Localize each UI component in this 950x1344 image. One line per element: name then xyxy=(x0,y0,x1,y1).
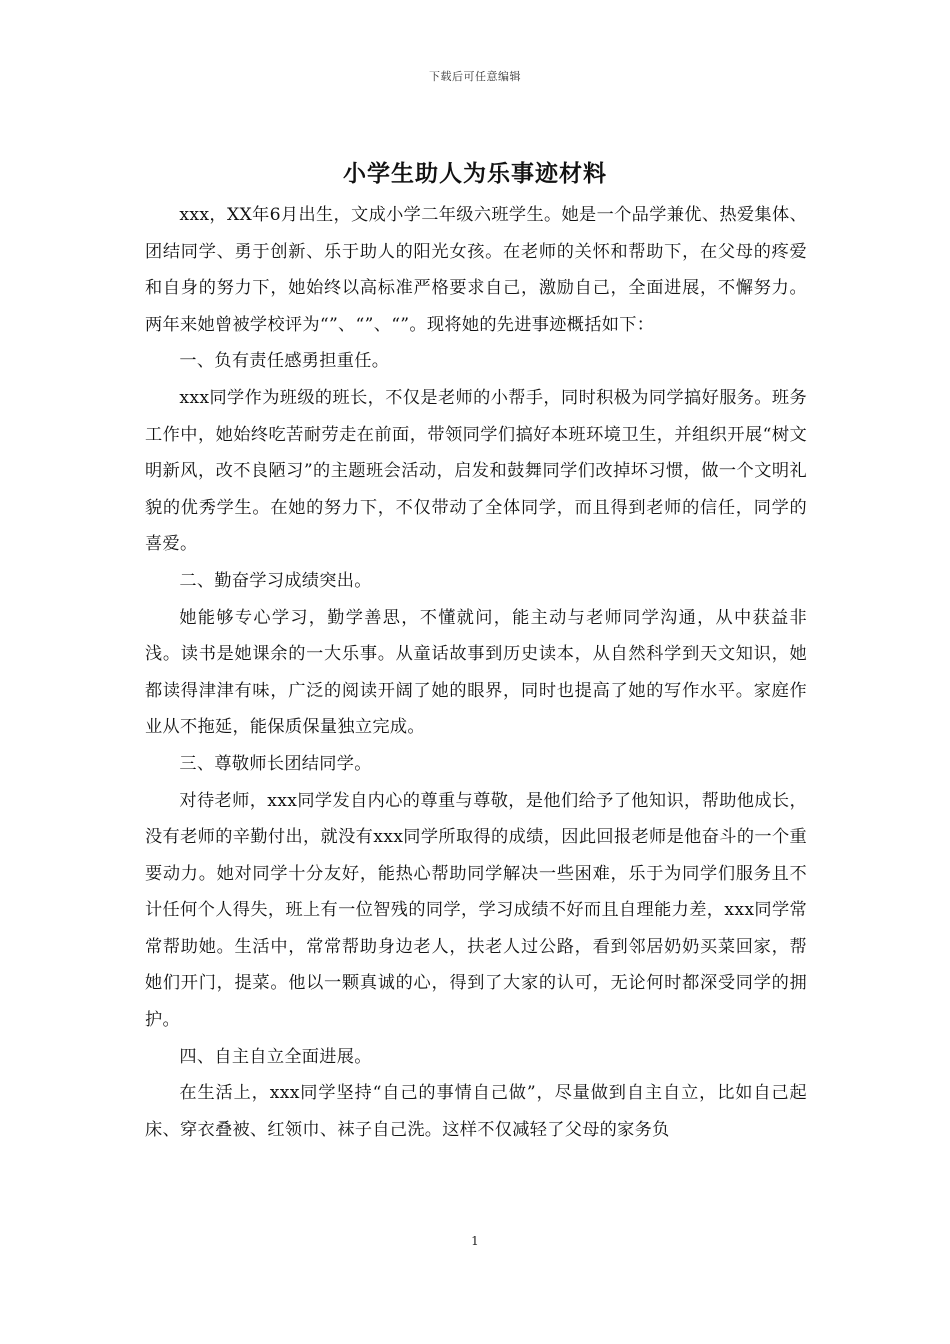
page-header: 下载后可任意编辑 xyxy=(429,70,521,83)
page-number: 1 xyxy=(471,1234,479,1248)
section-4-paragraph: 在生活上，xxx同学坚持“自己的事情自己做”，尽量做到自主自立，比如自己起床、穿衣叠被、红领巾、袜子自己洗。这样不仅减轻了父母的家务负 xyxy=(145,1083,807,1140)
section-heading-1: 一、负有责任感勇担重任。 xyxy=(179,351,390,372)
intro-paragraph: xxx，XX年6月出生，文成小学二年级六班学生。她是一个品学兼优、热爱集体、团结同学、勇于创新、乐于助人的阳光女孩。在老师的关怀和帮助下，在父母的疼爱和自身的努力下，她始终以高标准严格要求自己，激励自己，全面进展，不懈努力。两年来她曾被学校评为“”、“”、“”。现将她的先进事迹概括如下： xyxy=(145,205,807,335)
document-body xyxy=(145,197,807,1148)
section-heading-4: 四、自主自立全面进展。 xyxy=(179,1046,372,1067)
section-3-paragraph: 对待老师，xxx同学发自内心的尊重与尊敬，是他们给予了他知识，帮助他成长，没有老师的辛勤付出，就没有xxx同学所取得的成绩，因此回报老师是他奋斗的一个重要动力。她对同学十分友好，能热心帮助同学解决一些困难，乐于为同学们服务且不计任何个人得失，班上有一位智残的同学，学习成绩不好而且自理能力差，xxx同学常常帮助她。生活中，常常帮助身边老人，扶老人过公路，看到邻居奶奶买菜回家，帮她们开门，提菜。他以一颗真诚的心，得到了大家的认可，无论何时都深受同学的拥护。 xyxy=(145,790,807,1031)
section-heading-3: 三、尊敬师长团结同学。 xyxy=(179,753,372,774)
section-heading-2: 二、勤奋学习成绩突出。 xyxy=(179,570,372,591)
document-title: 小学生助人为乐事迹材料 xyxy=(343,160,607,187)
section-2-paragraph: 她能够专心学习，勤学善思，不懂就问，能主动与老师同学沟通，从中获益非浅。读书是她课余的一大乐事。从童话故事到历史读本，从自然科学到天文知识，她都读得津津有味，广泛的阅读开阔了她的眼界，同时也提高了她的写作水平。家庭作业从不拖延，能保质保量独立完成。 xyxy=(145,607,807,738)
section-1-paragraph: xxx同学作为班级的班长，不仅是老师的小帮手，同时积极为同学搞好服务。班务工作中，她始终吃苦耐劳走在前面，带领同学们搞好本班环境卫生，并组织开展“树文明新风，改不良陋习”的主题班会活动，启发和鼓舞同学们改掉坏习惯，做一个文明礼貌的优秀学生。在她的努力下，不仅带动了全体同学，而且得到老师的信任，同学的喜爱。 xyxy=(145,387,807,555)
